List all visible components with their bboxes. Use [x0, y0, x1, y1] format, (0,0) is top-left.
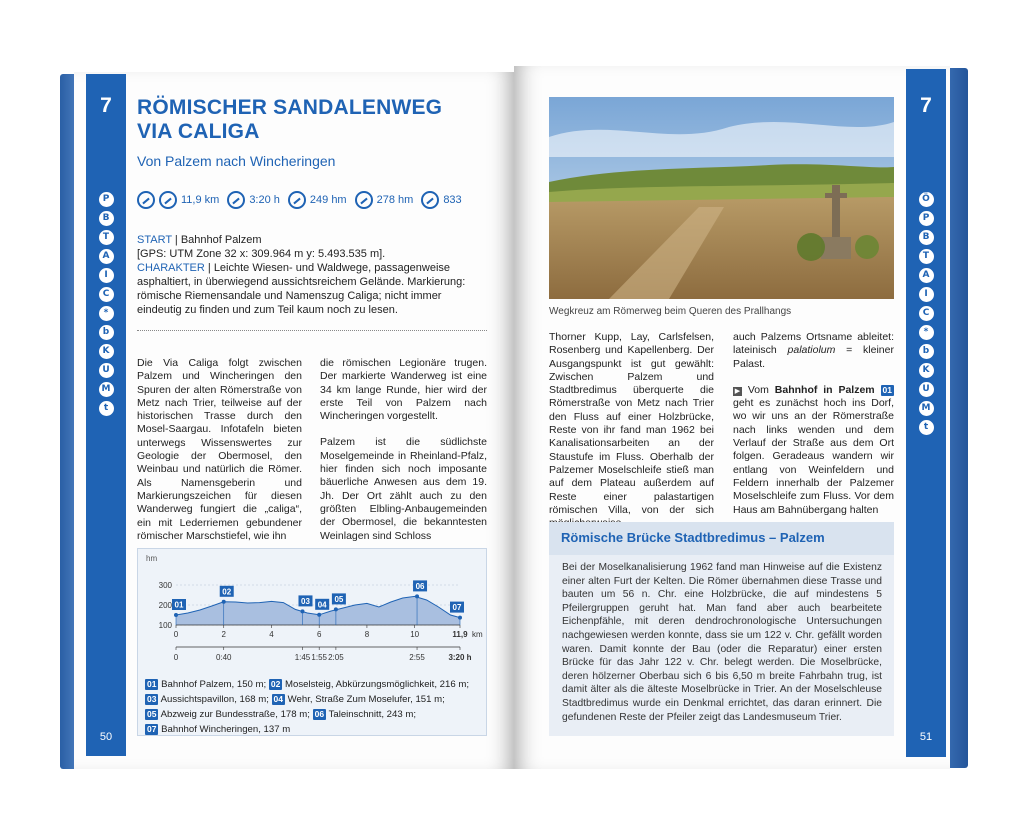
descent-icon [355, 191, 373, 209]
y-tick-label: 200 [158, 601, 172, 610]
info-box-title: Römische Brücke Stadtbredimus – Palzem [549, 522, 894, 555]
route-subtitle: Von Palzem nach Wincheringen [137, 153, 336, 169]
legend-text: Bahnhof Wincheringen, 137 m [161, 724, 291, 735]
facility-icon: B [919, 230, 934, 245]
route-title-line2: VIA CALIGA [137, 120, 260, 143]
legend-row [145, 692, 485, 707]
text-span: Vom [742, 383, 775, 396]
text-span: auch Palzems Ortsname ableitet: lateinisch [733, 331, 894, 357]
text-column-left-2 [320, 357, 487, 543]
time-tick-label: 2:55 [409, 653, 425, 662]
x-tick-label: 0 [173, 630, 179, 639]
start-label: START [137, 234, 172, 246]
paragraph: Thorner Kupp, Lay, Carlsfelsen, Rosenberg und Kapellenberg. Der Ausgangspunkt ist gut gewählt: Zwischen Palzem und Stadtbredimus überquerte die Römerstraße von Metz nach Trier den Fluss auf einer Holzbrücke, Reste von ihr fand man 1962 bei Kanalisationsarbeiten an der Staustufe im Fluss. Oberhalb der Palzemer Moselschleife stieß man auf dem Plateau außerdem auf Reste einer palastartigen römischen Villa, von der sich [549, 331, 714, 516]
place-name: Bahnhof in Palzem [774, 383, 875, 396]
waypoint-label: 01 [174, 600, 184, 610]
facility-icon: M [99, 382, 114, 397]
waypoint-badge: 04 [273, 694, 283, 704]
facility-icon: * [99, 306, 114, 321]
waypoint-badge: 02 [270, 679, 281, 689]
facility-icon: t [919, 420, 934, 435]
legend-row [145, 707, 485, 722]
waypoint-legend [145, 677, 485, 737]
legend-text: Wehr, Straße Zum Moselufer, 151 m; [287, 694, 445, 705]
facility-icon: I [99, 268, 114, 283]
waypoint-badge: 03 [147, 694, 157, 704]
facility-icon: C [919, 306, 934, 321]
y-tick-label: 300 [158, 581, 172, 590]
stat-time: 3:20 h [249, 194, 280, 206]
route-info [137, 233, 487, 317]
landscape-photo [549, 97, 894, 299]
text-span: geht es zunächst hoch ins Dorf, wo wir uns an der Römerstraße nach links wenden und dem Verlauf der Straße aus dem Ort folgen. Geradeaus wandern wir entlang von Weinfeldern und Feldern innerhalb der Palzemer Moselschleife zum Fluss. Vor dem Haus am Bahnübergang halten [733, 397, 894, 516]
facility-icon: M [919, 401, 934, 416]
distance-icon [159, 191, 177, 209]
x-tick-label: 8 [364, 630, 370, 639]
clock-icon [227, 191, 245, 209]
facility-icon: T [99, 230, 114, 245]
stat-descent: 278 hm [376, 194, 414, 206]
facility-icon: t [99, 401, 114, 416]
paragraph: Die Via Caliga folgt zwischen Palzem und Wincheringen den Spuren der alten Römerstraße von Metz nach Trier, teilweise auf der historischen Trasse durch den Mosel-Saargau. Infotafeln bieten unterwegs Wissenswertes zur Geologie der Obermosel, den Weinbau und natürlich die Römer. Als Namensgeberin und Markierungszeichen für diesen Wanderweg fungiert die „caliga“, ein mit Lederriemen gebundener römischer Marschstiefel, wie ihn [137, 357, 302, 542]
facility-icon: T [919, 249, 934, 264]
waypoint-label: 05 [334, 594, 344, 604]
legend-text: Aussichtspavillon, 168 m; [160, 694, 269, 705]
x-tick-label: 6 [316, 630, 322, 639]
waypoint-label: 02 [222, 587, 232, 597]
x-tick-label: 4 [269, 630, 274, 639]
waypoint-dot [334, 607, 338, 611]
paragraph: die römischen Legionäre trugen. Der markierte Wanderweg ist eine 34 km lange Runde, hier wird der erste Teil von Palzem nach Wincheringen vorgestellt. [320, 357, 487, 423]
time-tick-label: 3:20 h [448, 653, 472, 662]
facility-icon: K [99, 344, 114, 359]
text-column-right-1 [549, 331, 714, 530]
waypoint-dot [174, 613, 178, 617]
arrow-icon: ▶ [734, 387, 741, 395]
chapter-number-left: 7 [100, 94, 112, 117]
waypoint-label: 04 [317, 600, 327, 610]
page-number-left: 50 [99, 731, 113, 743]
facility-icon: Ö [919, 192, 934, 207]
elevation-profile-chart [138, 549, 488, 677]
photo-caption: Wegkreuz am Römerweg beim Queren des Prallhangs [549, 306, 792, 317]
facility-icon: U [919, 382, 934, 397]
stat-distance: 11,9 km [181, 194, 220, 206]
time-tick-label: 0 [173, 653, 179, 662]
x-axis-label: km [472, 630, 483, 639]
paragraph [733, 331, 894, 371]
facility-icons-right [906, 192, 946, 435]
info-box-text: Bei der Moselkanalisierung 1962 fand man Hinweise auf die Existenz einer alten Furt der Kelten. Die Römer übernahmen diese Trasse und bauten um 56 n. Chr. eine Holzbrücke, die auf mindestens 5 Pfeilergruppen geruht hat. Man fand aber auch bearbeitete Eichenpfähle, mit deren dendrochronologische Untersuchungen nachgewiesen werden konnte, dass sie um 122 v. Chr. gefällt worden waren. Damit konnte der Bau (oder die Reparatur) einer ersten Brücke für das Jahr 122 v. Chr. belegt werden. Die Moselbrücke, deren hölzerner Oberbau sich 6 bis 6,50 m breite Fahrbahn trug, ist damit älter als die älteste Moselbrücke in Trier. An der Moselschleuse Stadtbredimus wurde ein Denkmal errichtet, das daran erinnert. Die gefundenen Reste der Pfeiler zeigt das Landesmuseum Trier. [562, 562, 882, 723]
character-label: CHARAKTER [137, 262, 205, 274]
text-span: = kleiner Palast. [733, 344, 894, 370]
waypoint-dot [222, 600, 226, 604]
route-stats [137, 191, 466, 209]
y-tick-label: 100 [158, 621, 172, 630]
gps-text: [GPS: UTM Zone 32 x: 309.964 m y: 5.493.535 m]. [137, 248, 386, 260]
legend-row [145, 677, 485, 692]
facility-icon: b [919, 344, 934, 359]
waypoint-dot [317, 613, 321, 617]
route-title [137, 96, 497, 144]
facility-icon: U [99, 363, 114, 378]
waypoint-label: 06 [415, 581, 425, 591]
facility-icon: * [919, 325, 934, 340]
start-text: | Bahnhof Palzem [171, 234, 262, 246]
stat-ascent: 249 hm [309, 194, 347, 206]
route-title-line1: RÖMISCHER SANDALENWEG [137, 96, 443, 119]
facility-icon: b [99, 325, 114, 340]
legend-row [145, 722, 485, 737]
time-tick-label: 1:55 [311, 653, 327, 662]
text-column-left-1 [137, 357, 302, 543]
waypoint-badge: 01 [147, 679, 157, 689]
waypoint-dot [415, 594, 419, 598]
waypoint-dot [458, 616, 462, 620]
time-tick-label: 0:40 [215, 653, 232, 662]
x-tick-label: 10 [410, 630, 420, 639]
photo-illustration [549, 97, 894, 299]
facility-icon: I [919, 287, 934, 302]
waypoint-badge: 05 [147, 709, 157, 719]
x-tick-label: 2 [221, 630, 226, 639]
page-number-right: 51 [919, 731, 933, 743]
y-axis-label: hm [146, 554, 158, 563]
facility-icons-left [86, 192, 126, 416]
text-column-right-2 [733, 331, 894, 517]
facility-icon: A [99, 249, 114, 264]
x-tick-label: 11,9 [452, 630, 468, 639]
facility-icon: C [99, 287, 114, 302]
character-text: | Leichte Wiesen- und Waldwege, passagenweise asphaltiert, in überwiegend aussichtsreichem Gelände. Markierung: römische Riemensandale und Namenszug Caliga; nicht immer eindeutig zu finden und zum Teil kaum noch zu lesen. [137, 262, 466, 316]
waypoint-badge: 06 [314, 709, 325, 719]
legend-text: Moselsteig, Abkürzungsmöglichkeit, 216 m; [285, 679, 469, 690]
facility-icon: P [99, 192, 114, 207]
waypoint-label: 07 [452, 603, 462, 613]
legend-text: Taleinschnitt, 243 m; [328, 709, 417, 720]
separator-line [137, 330, 487, 331]
facility-icon: B [99, 211, 114, 226]
facility-icon: A [919, 268, 934, 283]
waypoint-label: 03 [301, 596, 310, 606]
paragraph: Palzem ist die südlichste Moselgemeinde in Rheinland-Pfalz, hier finden sich noch imposante bäuerliche Anwesen aus dem 19. Jh. Der Ort zählt auch zu den größten Elbling-Anbaugemeinden der Obermosel, die bekanntesten Weinlagen sind Schloss [320, 436, 487, 542]
chapter-number-right: 7 [920, 94, 932, 117]
ascent-icon [288, 191, 306, 209]
legend-text: Abzweig zur Bundesstraße, 178 m; [160, 709, 310, 720]
legend-text: Bahnhof Palzem, 150 m; [161, 679, 267, 690]
time-tick-label: 1:45 [294, 653, 311, 662]
waypoint-badge: 07 [147, 724, 157, 734]
calories-icon [421, 191, 439, 209]
paragraph [733, 384, 894, 517]
stat-calories: 833 [443, 194, 462, 206]
waypoint-badge: 01 [882, 384, 892, 395]
facility-icon: P [919, 211, 934, 226]
difficulty-icon [137, 191, 155, 209]
latin-term: palatiolum [787, 344, 836, 357]
facility-icon: K [919, 363, 934, 378]
waypoint-dot [300, 609, 304, 613]
time-tick-label: 2:05 [328, 653, 344, 662]
